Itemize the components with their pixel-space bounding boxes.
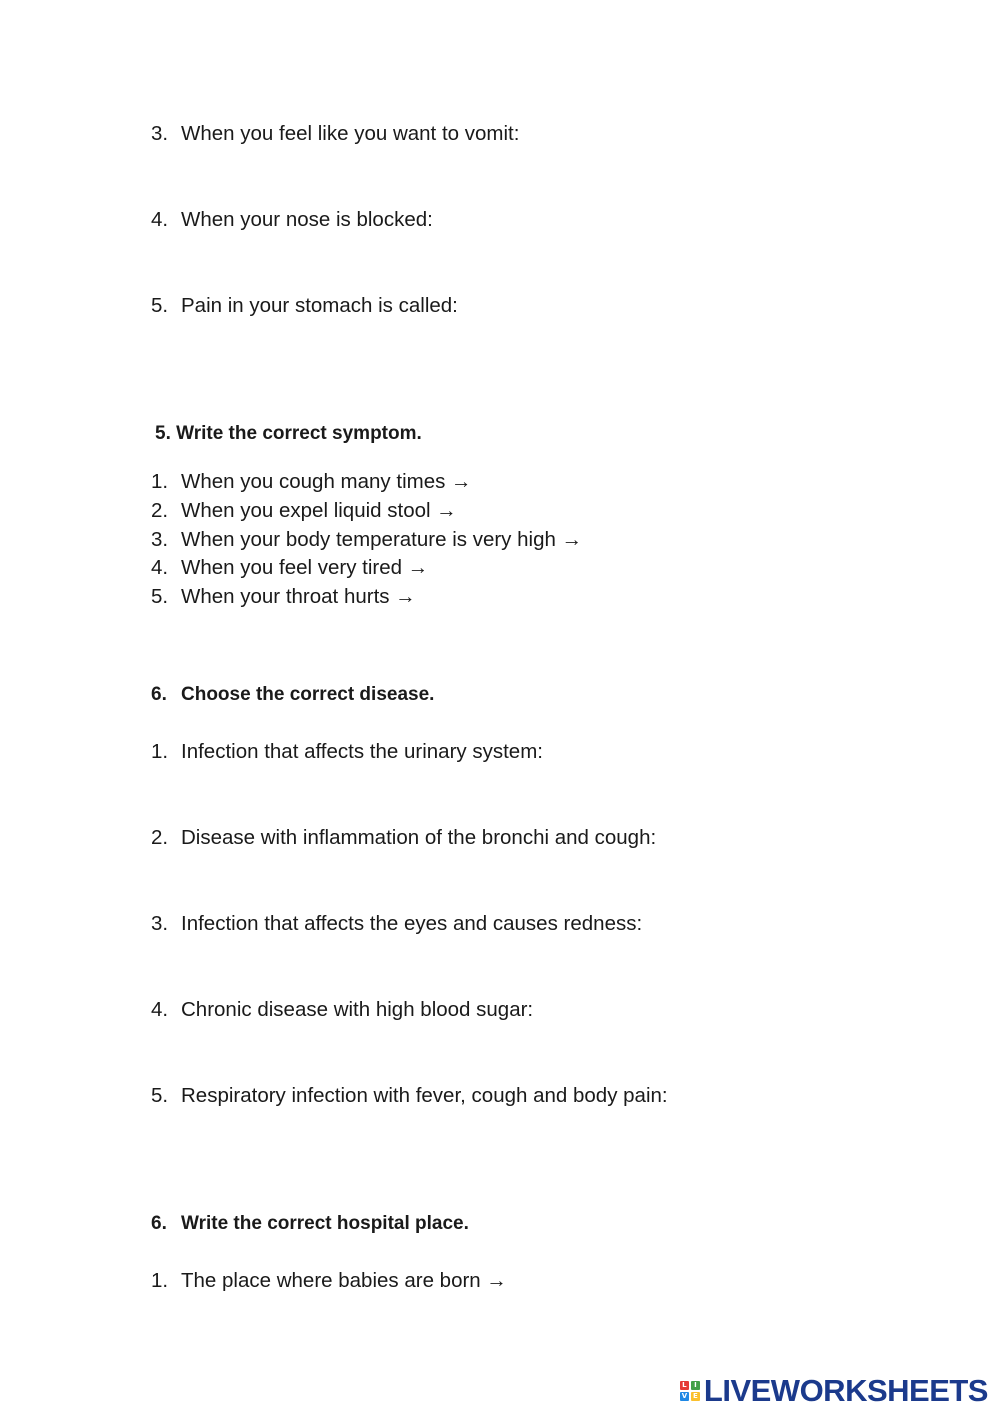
item-number: 5. bbox=[151, 294, 169, 317]
list-item bbox=[151, 122, 519, 146]
item-number: 1. bbox=[151, 470, 169, 493]
list-item bbox=[151, 528, 582, 552]
item-text: When you feel very tired → bbox=[181, 556, 429, 579]
item-text: When you expel liquid stool → bbox=[181, 499, 457, 522]
logo-letter: I bbox=[691, 1381, 700, 1390]
item-text: When your nose is blocked: bbox=[181, 208, 433, 231]
item-text: The place where babies are born → bbox=[181, 1269, 507, 1292]
section-heading-disease bbox=[151, 683, 434, 707]
item-text: Pain in your stomach is called: bbox=[181, 294, 458, 317]
item-text: Disease with inflammation of the bronchi and cough: bbox=[181, 826, 657, 849]
section-heading-hospital bbox=[151, 1212, 469, 1236]
list-item bbox=[151, 1084, 668, 1108]
item-number: 1. bbox=[151, 1269, 169, 1292]
item-number: 4. bbox=[151, 208, 169, 231]
item-text: When you feel like you want to vomit: bbox=[181, 122, 520, 145]
heading-number: 6. bbox=[151, 1213, 167, 1234]
item-text: Chronic disease with high blood sugar: bbox=[181, 998, 534, 1021]
item-text: Infection that affects the urinary system: bbox=[181, 740, 543, 763]
heading-number: 6. bbox=[151, 684, 167, 705]
liveworksheets-logo-icon bbox=[680, 1381, 700, 1401]
list-item bbox=[151, 740, 543, 764]
list-item bbox=[151, 1269, 507, 1293]
heading-text: Choose the correct disease. bbox=[181, 684, 435, 705]
item-text: When your throat hurts → bbox=[181, 585, 416, 608]
liveworksheets-brand[interactable] bbox=[680, 1371, 988, 1411]
item-number: 3. bbox=[151, 122, 169, 145]
item-number: 5. bbox=[151, 585, 169, 608]
item-number: 2. bbox=[151, 826, 169, 849]
list-item bbox=[151, 826, 656, 850]
item-number: 4. bbox=[151, 556, 169, 579]
item-number: 5. bbox=[151, 1084, 169, 1107]
list-item bbox=[151, 499, 457, 523]
list-item bbox=[151, 208, 433, 232]
item-text: When your body temperature is very high → bbox=[181, 528, 583, 551]
item-number: 3. bbox=[151, 528, 169, 551]
list-item bbox=[151, 470, 472, 494]
logo-letter: E bbox=[691, 1392, 700, 1401]
item-text: When you cough many times → bbox=[181, 470, 472, 493]
list-item bbox=[151, 998, 533, 1022]
list-item bbox=[151, 585, 416, 609]
item-text: Respiratory infection with fever, cough and body pain: bbox=[181, 1084, 668, 1107]
item-text: Infection that affects the eyes and causes redness: bbox=[181, 912, 643, 935]
item-number: 4. bbox=[151, 998, 169, 1021]
list-item bbox=[151, 294, 458, 318]
list-item bbox=[151, 912, 642, 936]
logo-letter: L bbox=[680, 1381, 689, 1390]
section-heading-symptom: 5. Write the correct symptom. bbox=[155, 423, 422, 444]
item-number: 2. bbox=[151, 499, 169, 522]
heading-text: Write the correct hospital place. bbox=[181, 1213, 469, 1234]
list-item bbox=[151, 556, 428, 580]
item-number: 1. bbox=[151, 740, 169, 763]
logo-letter: V bbox=[681, 1392, 688, 1400]
item-number: 3. bbox=[151, 912, 169, 935]
brand-wordmark: LIVEWORKSHEETS bbox=[703, 1373, 988, 1408]
